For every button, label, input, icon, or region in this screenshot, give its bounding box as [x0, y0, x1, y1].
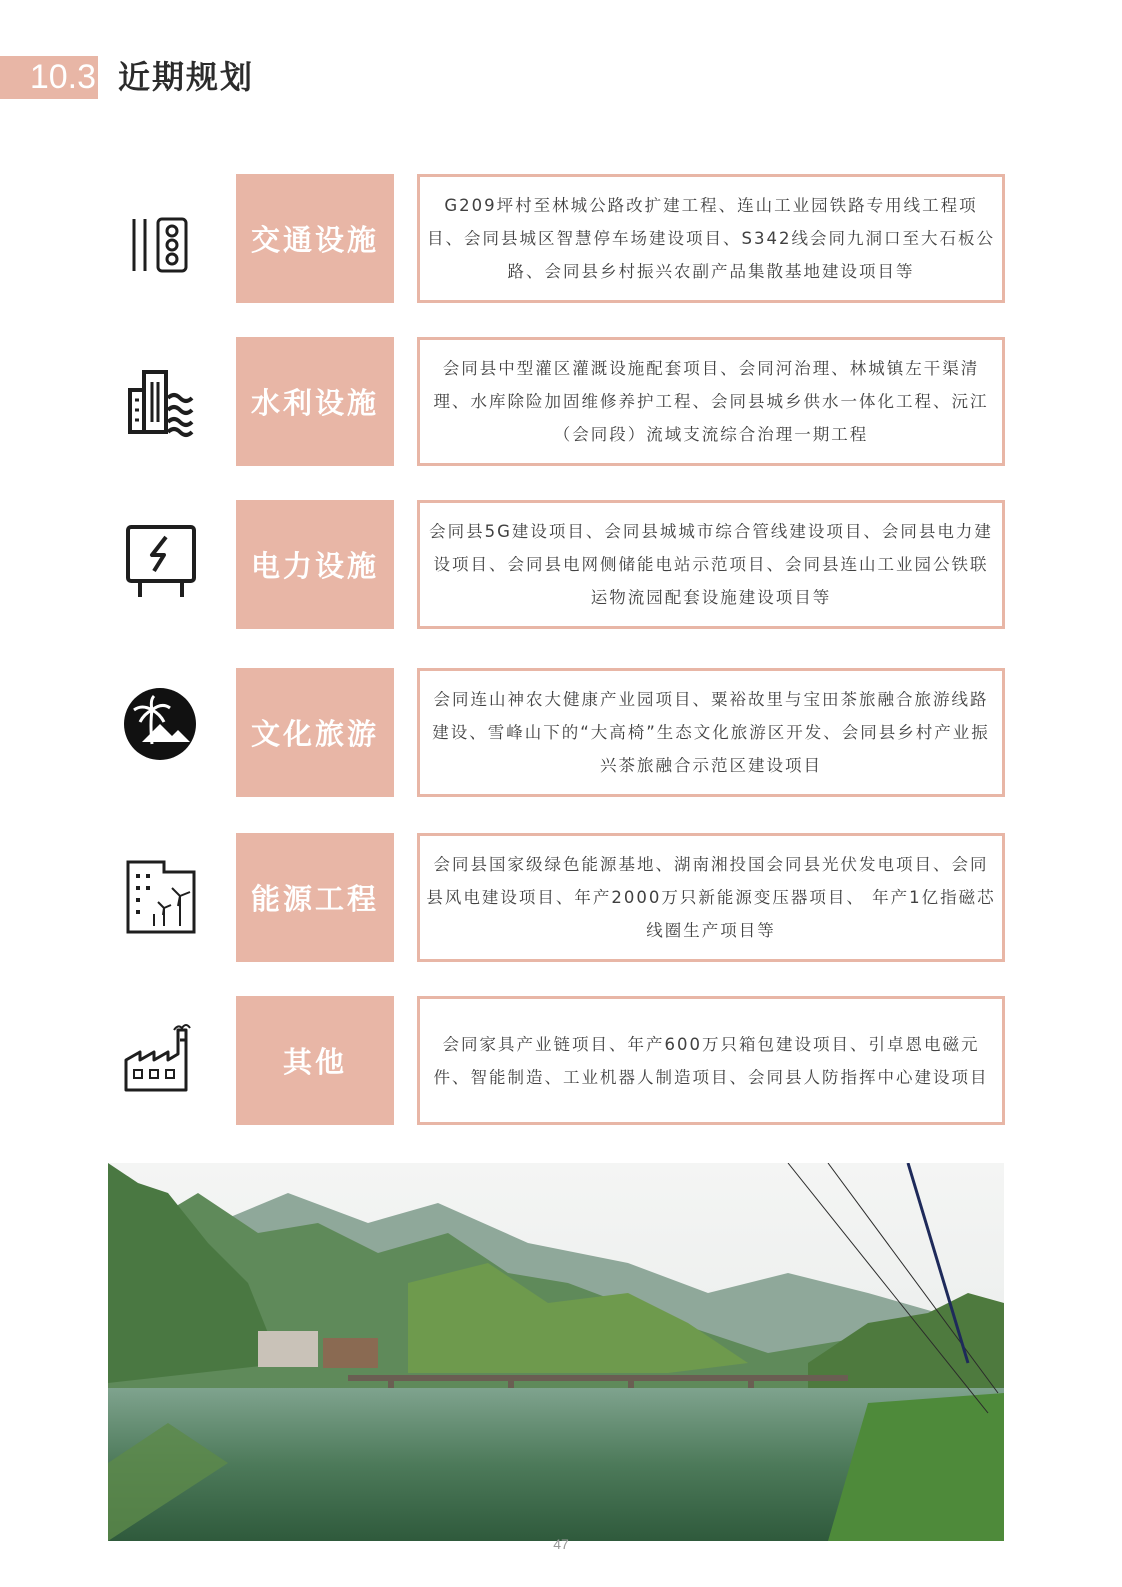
category-description: G209坪村至林城公路改扩建工程、连山工业园铁路专用线工程项目、会同县城区智慧停车场建设项目、S342线会同九洞口至大石板公路、会同县乡村振兴农副产品集散基地建设项目等: [417, 174, 1005, 303]
section-number: 10.3: [0, 56, 98, 99]
category-label: 文化旅游: [236, 668, 394, 797]
category-label: 水利设施: [236, 337, 394, 466]
category-label: 电力设施: [236, 500, 394, 629]
palm-island-icon: [120, 684, 202, 766]
landscape-photo: [108, 1163, 1004, 1541]
water-building-icon: [120, 362, 202, 444]
power-board-icon: [120, 521, 202, 603]
category-label: 交通设施: [236, 174, 394, 303]
category-description: 会同家具产业链项目、年产600万只箱包建设项目、引卓恩电磁元件、智能制造、工业机器人制造项目、会同县人防指挥中心建设项目: [417, 996, 1005, 1125]
category-description: 会同县中型灌区灌溉设施配套项目、会同河治理、林城镇左干渠清理、水库除险加固维修养护工程、会同县城乡供水一体化工程、沅江（会同段）流域支流综合治理一期工程: [417, 337, 1005, 466]
traffic-light-icon: [120, 205, 202, 287]
category-label: 其他: [236, 996, 394, 1125]
factory-icon: [120, 1020, 202, 1102]
category-description: 会同县国家级绿色能源基地、湖南湘投国会同县光伏发电项目、会同县风电建设项目、年产2000万只新能源变压器项目、 年产1亿指磁芯线圈生产项目等: [417, 833, 1005, 962]
category-description: 会同连山神农大健康产业园项目、粟裕故里与宝田茶旅融合旅游线路建设、雪峰山下的“大高椅”生态文化旅游区开发、会同县乡村产业振兴茶旅融合示范区建设项目: [417, 668, 1005, 797]
category-label: 能源工程: [236, 833, 394, 962]
wind-energy-building-icon: [120, 856, 202, 938]
category-description: 会同县5G建设项目、会同县城城市综合管线建设项目、会同县电力建设项目、会同县电网侧储能电站示范项目、会同县连山工业园公铁联运物流园配套设施建设项目等: [417, 500, 1005, 629]
section-title: 近期规划: [118, 58, 255, 96]
page-number: 47: [553, 1536, 569, 1552]
